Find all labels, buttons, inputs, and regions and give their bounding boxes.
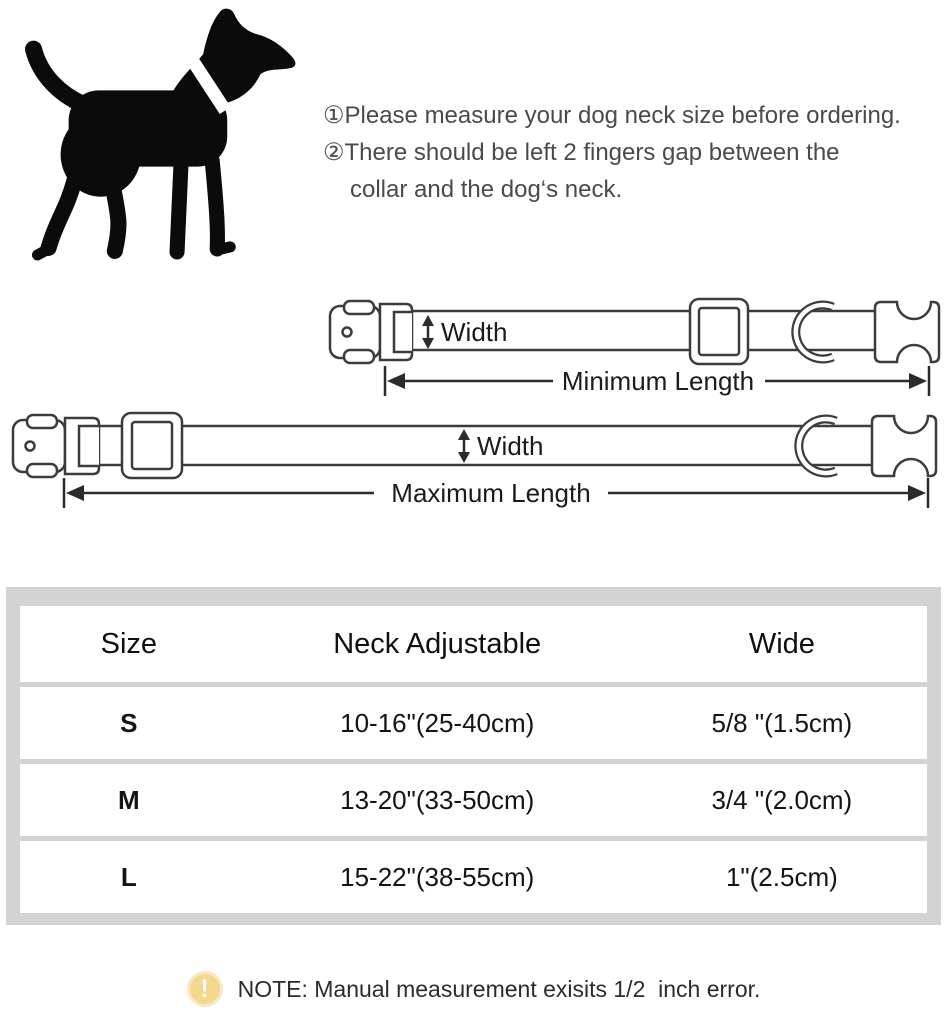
dog-rear-leg-far	[49, 180, 75, 248]
collar-buckle-female	[330, 301, 412, 363]
instruction-line-1: ①Please measure your dog neck size before ordering.	[323, 102, 901, 129]
size-value: M	[118, 784, 140, 815]
wide-value: 3/4 "(2.0cm)	[711, 784, 853, 815]
table-header-row	[20, 606, 927, 682]
size-value: L	[120, 861, 137, 892]
dog-rear-paw	[38, 249, 49, 255]
instructions	[323, 97, 901, 208]
dog-tail	[34, 49, 83, 104]
width-label: Width	[477, 431, 544, 461]
table-row-m	[20, 764, 927, 836]
neck-adjustable-value: 15-22"(38-55cm)	[340, 861, 535, 892]
note	[0, 971, 947, 1007]
collar-slider	[122, 413, 182, 478]
collar-buckle-male	[872, 416, 936, 476]
instruction-line-3: collar and the dog‘s neck.	[350, 176, 623, 203]
header-size: Size	[100, 627, 158, 660]
header-wide: Wide	[748, 627, 815, 660]
wide-value: 5/8 "(1.5cm)	[711, 707, 853, 738]
minimum-length-label: Minimum Length	[561, 366, 755, 396]
exclamation-icon: !	[187, 971, 223, 1007]
size-table	[6, 587, 941, 925]
maximum-length-dimension	[64, 478, 928, 508]
collar-minimum-length-diagram	[325, 294, 945, 406]
instruction-line-2: ②There should be left 2 fingers gap between the	[323, 139, 840, 166]
collar-buckle-female	[13, 415, 99, 477]
dog-rear-leg-near	[113, 187, 119, 251]
dog-silhouette-icon	[8, 4, 320, 270]
width-label: Width	[441, 317, 508, 347]
collar-buckle-male	[875, 302, 939, 362]
wide-value: 1"(2.5cm)	[725, 861, 838, 892]
size-value: S	[120, 707, 138, 738]
dog-body-shape	[34, 9, 296, 255]
header-neck-adjustable: Neck Adjustable	[333, 627, 542, 660]
collar-maximum-length-diagram	[4, 406, 944, 518]
neck-adjustable-value: 10-16"(25-40cm)	[340, 707, 535, 738]
dog-front-leg-near	[212, 161, 217, 249]
minimum-length-dimension	[385, 366, 929, 396]
table-row-l	[20, 841, 927, 913]
dog-front-paw	[217, 247, 230, 250]
maximum-length-label: Maximum Length	[391, 478, 591, 508]
table-row-s	[20, 687, 927, 759]
collar-slider	[690, 299, 748, 364]
note-text: NOTE: Manual measurement exisits 1/2 inch error.	[237, 975, 761, 1002]
neck-adjustable-value: 13-20"(33-50cm)	[340, 784, 535, 815]
dog-front-leg-far	[177, 163, 181, 252]
